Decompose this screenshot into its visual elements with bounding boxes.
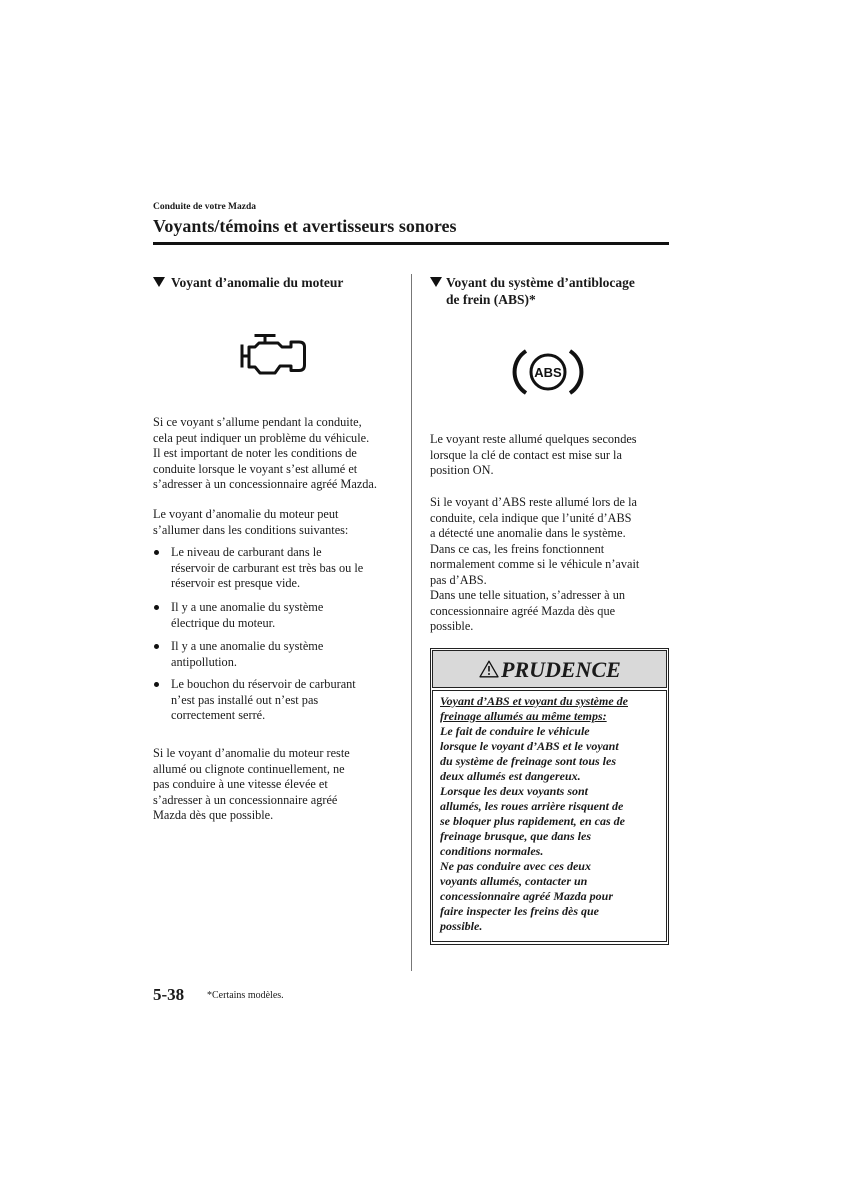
abs-paragraph-2: Si le voyant d’ABS reste allumé lors de la conduite, cela indique que l’unité d’ABS a détecté une anomalie dans le système. Dans ce cas, les freins fonctionnent normalement comme si le véhicule n’avait pas d’ABS. Dans une telle situation, s’adresser à un concessionnaire agréé Mazda dès que possible. — [430, 495, 640, 633]
column-divider — [411, 274, 412, 971]
engine-warning-heading: Voyant d’anomalie du moteur — [171, 274, 344, 290]
bullet-icon — [154, 644, 159, 649]
check-engine-icon — [240, 333, 306, 375]
engine-paragraph-3: Si le voyant d’anomalie du moteur reste allumé ou clignote continuellement, ne pas conduire à une vitesse élevée et s’adresser à un concessionnaire agréé Mazda dès que possible. — [153, 746, 350, 822]
abs-icon — [513, 346, 583, 398]
caution-header — [432, 650, 667, 688]
section-marker-icon — [153, 277, 165, 287]
title-rule — [153, 242, 669, 245]
bullet-icon — [154, 605, 159, 610]
abs-paragraph-1: Le voyant reste allumé quelques secondes lorsque la clé de contact est mise sur la position ON. — [430, 432, 637, 477]
bullet-icon — [154, 550, 159, 555]
caution-title: PRUDENCE — [501, 657, 621, 682]
abs-warning-heading: Voyant du système d’antiblocage de frein (ABS)* — [446, 274, 635, 307]
caution-box — [430, 648, 669, 945]
caution-content — [432, 690, 667, 942]
section-label: Conduite de votre Mazda — [153, 202, 256, 212]
caution-heading: Voyant d’ABS et voyant du système de freinage allumés au même temps: — [440, 694, 628, 723]
warning-triangle-icon — [479, 660, 499, 678]
section-marker-icon — [430, 277, 442, 287]
engine-paragraph-2: Le voyant d’anomalie du moteur peut s’allumer dans les conditions suivantes: — [153, 507, 349, 537]
page-number: 5-38 — [153, 985, 185, 1004]
list-item: Le niveau de carburant dans le réservoir de carburant est très bas ou le réservoir est presque vide. — [171, 545, 364, 590]
footnote: *Certains modèles. — [207, 990, 284, 1001]
caution-body: Le fait de conduire le véhicule lorsque le voyant d’ABS et le voyant du système de freinage sont tous les deux allumés est dangereux. Lorsque les deux voyants sont allumés, les roues arrière risquent de se bloquer plus rapidement, en cas de freinage brusque, que dans les conditions normales. Ne pas conduire avec ces deux voyants allumés, contacter un concessionnaire agréé Mazda pour faire inspecter les freins dès que possible. — [440, 724, 625, 933]
page-title: Voyants/témoins et avertisseurs sonores — [153, 216, 457, 236]
bullet-icon — [154, 682, 159, 687]
engine-paragraph-1: Si ce voyant s’allume pendant la conduite, cela peut indiquer un problème du véhicule. Il est important de noter les conditions de conduite lorsque le voyant s’est allumé et s’adresser à un concessionnaire agréé Mazda. — [153, 415, 377, 491]
list-item: Il y a une anomalie du système antipollution. — [171, 639, 324, 669]
list-item: Le bouchon du réservoir de carburant n’est pas installé out n’est pas correctement serré. — [171, 677, 356, 722]
abs-icon-label: ABS — [534, 365, 562, 380]
list-item: Il y a une anomalie du système électrique du moteur. — [171, 600, 324, 630]
